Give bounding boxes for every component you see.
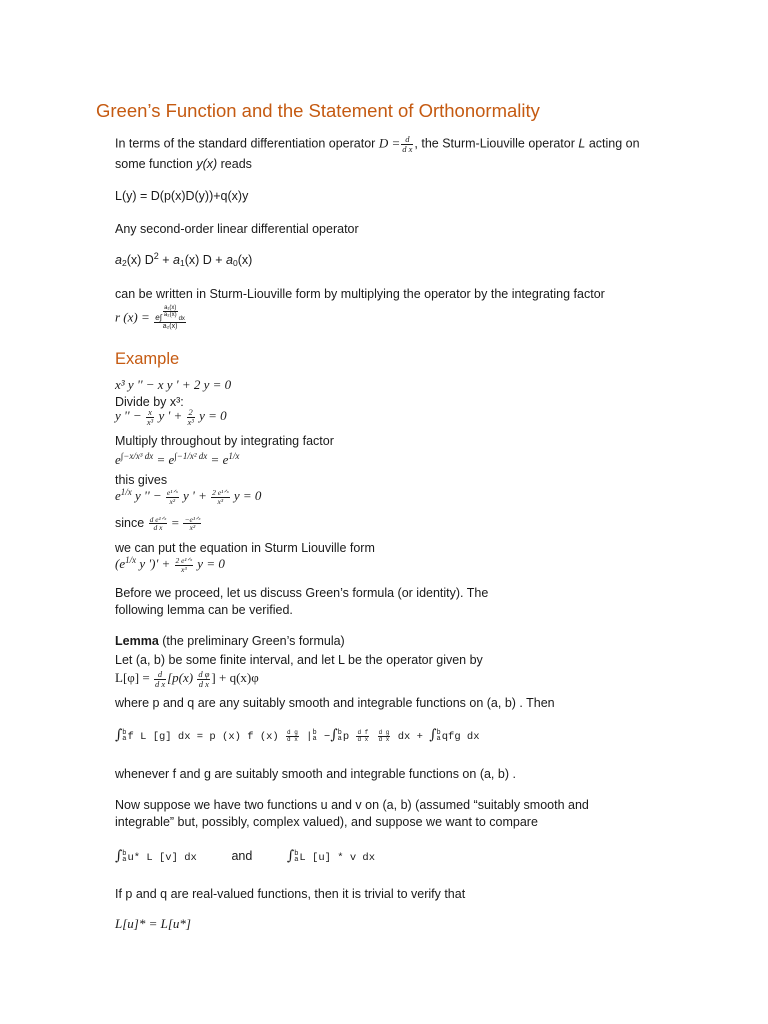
lemma-interval-text: Let (a, b) be some finite interval, and let L be the operator given by xyxy=(115,653,483,667)
intro-line-2 xyxy=(115,157,252,172)
operator-equation: $a_2(x) D^2 + a_1(x) D + a_0(x)$ xyxy=(115,251,253,268)
d-dx-fraction: $\frac{d}{\text{d x}}$ xyxy=(402,134,413,154)
compare-right-integral: L [u] * v dx xyxy=(299,852,376,864)
divide-text: Divide by x³: xyxy=(115,395,184,409)
any-second-order-text: Any second-order linear differential operator xyxy=(115,222,359,236)
and-text: and xyxy=(231,849,253,863)
compare-left-integral: u* L [v] dx xyxy=(127,852,197,864)
intro-text-some: some function xyxy=(115,157,193,171)
example-eq-6: ($e^{1/x}$ y ')' + 2 e¹ᐟˣ x³ y = 0 xyxy=(115,555,225,574)
green-formula-equation: ∫ b a f L [g] dx = p (x) f (x) $\frac{\text{d g}}{\text{d x}}$ | b a −∫ b a p $\frac{\text{d f}}{\text{d x}}$ $\frac{\text{d g}}{\text{d x}}$ dx + ∫ b a qfg dx xyxy=(115,727,480,744)
multiply-text: Multiply throughout by integrating factor xyxy=(115,434,334,448)
lemma-operator-equation: L[φ] = $\frac{d}{\text{d x}}$ [p(x) $\frac{\text{d φ}}{\text{d x}}$ ] + q(x)φ xyxy=(115,669,259,689)
y-of-x: y(x) xyxy=(196,157,218,171)
before-proceed-line-2: following lemma can be verified. xyxy=(115,603,293,617)
whenever-text: whenever f and g are suitably smooth and integrable functions on (a, b) . xyxy=(115,767,516,781)
intro-line-1 xyxy=(115,135,640,153)
integrating-factor-equation xyxy=(115,305,187,330)
lemma-subtitle: (the preliminary Green’s formula) xyxy=(158,634,345,648)
example-eq-2: y '' − $\frac{x}{\text{x³}}$ y ' + $\frac{2}{\text{x³}}$ y = 0 xyxy=(115,407,227,427)
d-operator: D = xyxy=(378,135,401,151)
lemma-label: Lemma xyxy=(115,634,159,648)
lemma-where-text: where p and q are any suitably smooth and integrable functions on (a, b) . Then xyxy=(115,696,555,710)
intro-text-reads: reads xyxy=(220,157,252,171)
operator-L: L xyxy=(578,136,586,151)
put-form-text: we can put the equation in Sturm Liouville form xyxy=(115,541,375,555)
can-be-written-text: can be written in Sturm-Liouville form by multiplying the operator by the integrating factor xyxy=(115,287,605,301)
since-text: since xyxy=(115,516,145,530)
now-suppose-line-2: integrable” but, possibly, complex valued), and suppose we want to compare xyxy=(115,815,538,829)
this-gives-text: this gives xyxy=(115,473,168,487)
example-eq-4: $e^{1/x}$ y '' − e¹ᐟˣ x² y ' + 2 e¹ᐟˣ x³ y = 0 xyxy=(115,487,262,506)
compare-integrals: ∫ b a u* L [v] dx and ∫ b a L [u] * v dx xyxy=(115,848,376,865)
before-proceed-line-1: Before we proceed, let us discuss Green’s formula (or identity). The xyxy=(115,586,489,600)
intro-text-post: , the Sturm-Liouville operator xyxy=(414,136,575,151)
example-heading: Example xyxy=(115,350,180,368)
equation-Ly: L(y) = D(p(x)D(y))+q(x)y xyxy=(115,189,249,203)
example-eq-1: x³ y '' − x y ' + 2 y = 0 xyxy=(115,377,232,392)
lemma-heading xyxy=(115,634,345,649)
intro-text-pre: In terms of the standard differentiation operator xyxy=(115,136,376,151)
intro-text-end: acting on xyxy=(588,136,640,151)
page-title: Green’s Function and the Statement of Orthonormality xyxy=(96,100,540,121)
now-suppose-line-1: Now suppose we have two functions u and v on (a, b) (assumed “suitably smooth and xyxy=(115,798,589,812)
integrating-factor-fraction: e∫ $\frac{\text{a₁(x)}}{\text{a₂(x)}}$ dx a₂(x) xyxy=(155,305,185,330)
final-equation: L[u]* = L[u*] xyxy=(115,916,191,931)
r-of-x: r (x) = xyxy=(115,309,150,325)
if-real-text: If p and q are real-valued functions, then it is trivial to verify that xyxy=(115,887,466,901)
since-line: since d e¹ᐟˣ d x = −e¹ᐟˣ x² xyxy=(115,514,201,533)
example-eq-3: $e^{\int-x/x^3 dx} = e^{\int-1/x^2 dx} = e^{1/x}$ xyxy=(115,451,240,467)
